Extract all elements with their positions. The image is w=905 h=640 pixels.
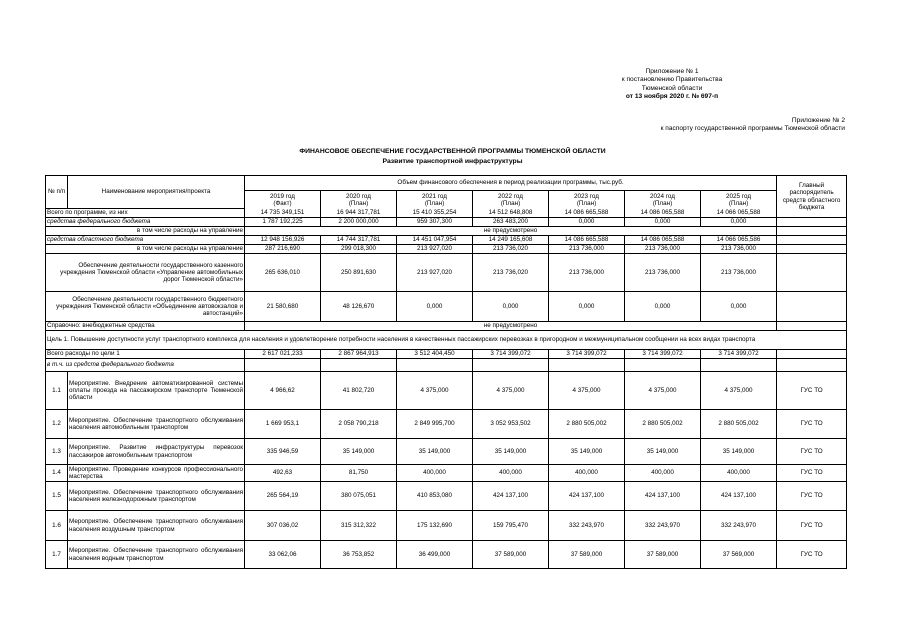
header-name: Наименование мероприятия/проекта	[68, 176, 245, 209]
header-year-kind: (План)	[576, 199, 597, 207]
table-row	[46, 359, 847, 372]
item-value: 35 149,000	[625, 439, 701, 465]
support2-value: 0,000	[549, 292, 625, 322]
federal-value: 1 787 192,225	[245, 218, 321, 227]
support2-value: 0,000	[473, 292, 549, 322]
regional_mgmt-value: 213 927,020	[397, 245, 473, 254]
header-year-label: 2020 год	[346, 192, 371, 200]
header-year-kind: (Факт)	[273, 199, 292, 207]
federal-label: средства федерального бюджета	[46, 218, 245, 227]
item-value: 424 137,100	[473, 482, 549, 511]
header-year-kind: (План)	[728, 199, 749, 207]
support1-value: 265 636,010	[245, 254, 321, 292]
table-row	[46, 245, 847, 254]
item-manager: ГУС ТО	[777, 465, 847, 482]
document-subtitle: Развитие транспортной инфраструктуры	[382, 158, 523, 165]
support2-value: 21 580,680	[245, 292, 321, 322]
total-value: 14 066 065,588	[701, 209, 777, 218]
header-year-label: 2021 год	[422, 192, 447, 200]
regional_mgmt-value: 213 736,000	[549, 245, 625, 254]
empty-cell	[777, 350, 847, 359]
regional-value: 14 086 665,588	[549, 236, 625, 245]
header-year-label: 2025 год	[726, 192, 752, 200]
annex-1-line-4: от 13 ноября 2020 г. № 697-п	[625, 93, 719, 101]
annex-1-line-3: Тюменской области	[641, 84, 703, 92]
federal-value: 0,000	[701, 218, 777, 227]
item-value: 2 880 505,002	[549, 410, 625, 439]
goal_total-value: 3 714 399,072	[473, 350, 549, 359]
item-name: Мероприятие. Внедрение автоматизированной системы оплаты проезда на пассажирском транспорте Тюменской области	[68, 372, 245, 410]
support1-value: 213 927,020	[397, 254, 473, 292]
goal_total-label: Всего расходы по цели 1	[46, 350, 245, 359]
item-value: 424 137,100	[625, 482, 701, 511]
table-row	[46, 236, 847, 245]
total-value: 14 735 349,151	[245, 209, 321, 218]
header-year	[473, 191, 549, 209]
empty-cell	[777, 292, 847, 322]
item-value: 41 802,720	[321, 372, 397, 410]
regional-value: 14 249 165,608	[473, 236, 549, 245]
header-num: № п/п	[46, 176, 68, 209]
document-titles	[0, 147, 905, 167]
empty-cell	[777, 218, 847, 227]
item-manager: ГУС ТО	[777, 482, 847, 511]
federal-value: 0,000	[549, 218, 625, 227]
empty-cell	[777, 227, 847, 236]
support2-label: Обеспечение деятельности государственного бюджетного учреждения Тюменской области «Объединение автовокзалов и автостанций»	[46, 292, 245, 322]
item-value: 307 036,02	[245, 511, 321, 541]
financing-table	[45, 175, 847, 569]
table-row	[46, 350, 847, 359]
item-value: 159 795,470	[473, 511, 549, 541]
item-value: 400,000	[625, 465, 701, 482]
empty-cell	[777, 245, 847, 254]
annex-1-line-1: Приложение № 1	[645, 68, 699, 75]
item-value: 2 849 995,700	[397, 410, 473, 439]
table-row	[46, 331, 847, 350]
goal_total-value: 2 617 021,233	[245, 350, 321, 359]
goal_total-value: 2 867 964,913	[321, 350, 397, 359]
table-row	[46, 322, 847, 331]
item-value: 35 149,000	[549, 439, 625, 465]
support1-value: 213 736,000	[549, 254, 625, 292]
table-row	[46, 176, 847, 191]
regional-value: 14 744 317,781	[321, 236, 397, 245]
support1-value: 213 736,020	[473, 254, 549, 292]
header-year	[549, 191, 625, 209]
goal_total-value: 3 714 399,072	[625, 350, 701, 359]
item-manager: ГУС ТО	[777, 439, 847, 465]
header-year-kind: (План)	[652, 199, 673, 207]
item-num: 1.6	[46, 511, 68, 541]
table-row	[46, 439, 847, 465]
item-value: 2 880 505,002	[625, 410, 701, 439]
table-row	[46, 227, 847, 236]
federal_mgmt-label: в том числе расходы на управление	[46, 227, 245, 236]
item-value: 175 132,690	[397, 511, 473, 541]
support1-value: 213 736,000	[625, 254, 701, 292]
support1-value: 213 736,000	[701, 254, 777, 292]
item-value: 36 753,852	[321, 541, 397, 569]
item-value: 400,000	[397, 465, 473, 482]
item-value: 332 243,970	[549, 511, 625, 541]
item-value: 380 075,051	[321, 482, 397, 511]
extra-value: не предусмотрено	[245, 322, 777, 331]
regional-value: 14 451 047,954	[397, 236, 473, 245]
support2-value: 0,000	[701, 292, 777, 322]
document-title: ФИНАНСОВОЕ ОБЕСПЕЧЕНИЕ ГОСУДАРСТВЕННОЙ ПРОГРАММЫ ТЮМЕНСКОЙ ОБЛАСТИ	[299, 148, 606, 155]
empty-cell	[397, 359, 473, 372]
item-name: Мероприятие. Обеспечение транспортного обслуживания населения автомобильным транспортом	[68, 410, 245, 439]
item-num: 1.1	[46, 372, 68, 410]
regional-value: 12 948 156,926	[245, 236, 321, 245]
item-name: Мероприятие. Развитие инфраструктуры перевозок пассажиров автомобильным транспортом	[68, 439, 245, 465]
header-year-kind: (План)	[348, 199, 369, 207]
table-row	[46, 218, 847, 227]
annex-2-header	[545, 117, 845, 134]
item-value: 4 375,000	[549, 372, 625, 410]
header-volume: Объем финансового обеспечения в период реализации программы, тыс.руб.	[245, 176, 777, 191]
item-value: 4 375,000	[397, 372, 473, 410]
empty-cell	[777, 322, 847, 331]
goal-1-text: Цель 1. Повышение доступности услуг транспортного комплекса для населения и удовлетворение потребности населения в качественных пассажирских перевозках в пригородном и межмуниципальном сообщении на всех видах транспорта	[46, 331, 847, 350]
empty-cell	[777, 254, 847, 292]
empty-cell	[321, 359, 397, 372]
item-value: 335 946,59	[245, 439, 321, 465]
item-value: 424 137,100	[701, 482, 777, 511]
table-row	[46, 209, 847, 218]
item-name: Мероприятие. Обеспечение транспортного обслуживания населения железнодорожным транспортом	[68, 482, 245, 511]
regional-value: 14 066 065,586	[701, 236, 777, 245]
item-value: 3 052 953,502	[473, 410, 549, 439]
table-row	[46, 511, 847, 541]
regional-label: средства областного бюджета	[46, 236, 245, 245]
item-num: 1.3	[46, 439, 68, 465]
item-name: Мероприятие. Проведение конкурсов профессионального мастерства	[69, 465, 243, 480]
annex-1-line-2: к постановлению Правительства	[621, 76, 723, 84]
regional_mgmt-value: 213 736,000	[701, 245, 777, 254]
item-value: 332 243,970	[701, 511, 777, 541]
item-value: 37 569,000	[701, 541, 777, 569]
item-value: 36 499,000	[397, 541, 473, 569]
item-value: 81,750	[321, 465, 397, 482]
regional_mgmt-value: 299 018,300	[321, 245, 397, 254]
empty-cell	[549, 359, 625, 372]
table-row	[46, 465, 847, 482]
item-value: 4 966,62	[245, 372, 321, 410]
total-label: Всего по программе, из них	[46, 209, 245, 218]
header-year	[321, 191, 397, 209]
item-value: 35 149,000	[701, 439, 777, 465]
table-row	[46, 372, 847, 410]
regional_mgmt-value: 213 736,020	[473, 245, 549, 254]
item-value: 4 375,000	[701, 372, 777, 410]
federal-value: 2 200 000,000	[321, 218, 397, 227]
item-value: 35 149,000	[473, 439, 549, 465]
header-year-label: 2019 год	[270, 192, 295, 200]
incl-federal-label: в т.ч. из средств федерального бюджета	[46, 359, 245, 372]
item-value: 410 853,080	[397, 482, 473, 511]
total-value: 14 512 648,808	[473, 209, 549, 218]
federal-value: 263 483,200	[473, 218, 549, 227]
annex-2-line-2: к паспорту государственной программы Тюменской области	[660, 125, 845, 133]
item-value: 4 375,000	[625, 372, 701, 410]
item-value: 315 312,322	[321, 511, 397, 541]
support2-value: 48 126,670	[321, 292, 397, 322]
support2-value: 0,000	[625, 292, 701, 322]
item-value: 37 589,000	[625, 541, 701, 569]
item-value: 424 137,100	[549, 482, 625, 511]
item-value: 33 062,06	[245, 541, 321, 569]
item-value: 2 058 790,218	[321, 410, 397, 439]
item-value: 332 243,970	[625, 511, 701, 541]
empty-cell	[625, 359, 701, 372]
item-value: 2 880 505,002	[701, 410, 777, 439]
item-manager: ГУС ТО	[777, 511, 847, 541]
item-value: 35 149,000	[321, 439, 397, 465]
item-num: 1.4	[46, 465, 68, 482]
item-manager: ГУС ТО	[777, 541, 847, 569]
regional_mgmt-label: в том числе расходы на управление	[46, 245, 245, 254]
item-num: 1.2	[46, 410, 68, 439]
table-row	[46, 254, 847, 292]
annex-1-header	[542, 68, 802, 102]
regional_mgmt-value: 287 216,690	[245, 245, 321, 254]
item-num: 1.7	[46, 541, 68, 569]
regional_mgmt-value: 213 736,000	[625, 245, 701, 254]
item-value: 4 375,000	[473, 372, 549, 410]
total-value: 14 086 665,588	[549, 209, 625, 218]
item-name: Мероприятие. Обеспечение транспортного обслуживания населения воздушным транспортом	[68, 511, 245, 541]
extra-label: Справочно: внебюджетные средства	[46, 322, 245, 331]
item-manager: ГУС ТО	[777, 372, 847, 410]
header-year-kind: (План)	[424, 199, 445, 207]
item-value: 400,000	[701, 465, 777, 482]
empty-cell	[245, 359, 321, 372]
item-value: 35 149,000	[397, 439, 473, 465]
goal_total-value: 3 512 404,450	[397, 350, 473, 359]
item-name: Мероприятие. Обеспечение транспортного обслуживания населения водным транспортом	[68, 541, 245, 569]
empty-cell	[777, 359, 847, 372]
item-value: 37 589,000	[473, 541, 549, 569]
federal-value: 0,000	[625, 218, 701, 227]
empty-cell	[473, 359, 549, 372]
item-num: 1.5	[46, 482, 68, 511]
item-value: 492,63	[245, 465, 321, 482]
support1-label: Обеспечение деятельности государственного казенного учреждения Тюменской области «Управление автомобильных дорог Тюменской области»	[46, 254, 245, 292]
table-row	[46, 410, 847, 439]
empty-cell	[701, 359, 777, 372]
item-value: 400,000	[473, 465, 549, 482]
header-year	[701, 191, 777, 209]
header-manager: Главный распорядитель средств областного бюджета	[777, 176, 847, 218]
header-year	[625, 191, 701, 209]
item-value: 400,000	[549, 465, 625, 482]
total-value: 16 944 317,781	[321, 209, 397, 218]
item-value: 265 564,19	[245, 482, 321, 511]
table-row	[46, 292, 847, 322]
federal_mgmt-value: не предусмотрено	[245, 227, 777, 236]
table-row	[46, 541, 847, 569]
header-year	[245, 191, 321, 209]
annex-2-line-1: Приложение № 2	[791, 117, 845, 124]
total-value: 15 410 355,254	[397, 209, 473, 218]
federal-value: 959 307,300	[397, 218, 473, 227]
goal_total-value: 3 714 399,072	[701, 350, 777, 359]
header-year	[397, 191, 473, 209]
header-year-label: 2024 год	[650, 192, 675, 200]
goal_total-value: 3 714 399,072	[549, 350, 625, 359]
item-manager: ГУС ТО	[777, 410, 847, 439]
empty-cell	[777, 236, 847, 245]
header-year-label: 2023 год	[574, 192, 599, 200]
total-value: 14 086 065,588	[625, 209, 701, 218]
support1-value: 250 891,630	[321, 254, 397, 292]
header-year-label: 2022 год	[498, 192, 523, 200]
item-value: 1 669 953,1	[245, 410, 321, 439]
regional-value: 14 086 065,588	[625, 236, 701, 245]
support2-value: 0,000	[397, 292, 473, 322]
table-row	[46, 482, 847, 511]
header-year-kind: (План)	[500, 199, 521, 207]
item-value: 37 589,000	[549, 541, 625, 569]
